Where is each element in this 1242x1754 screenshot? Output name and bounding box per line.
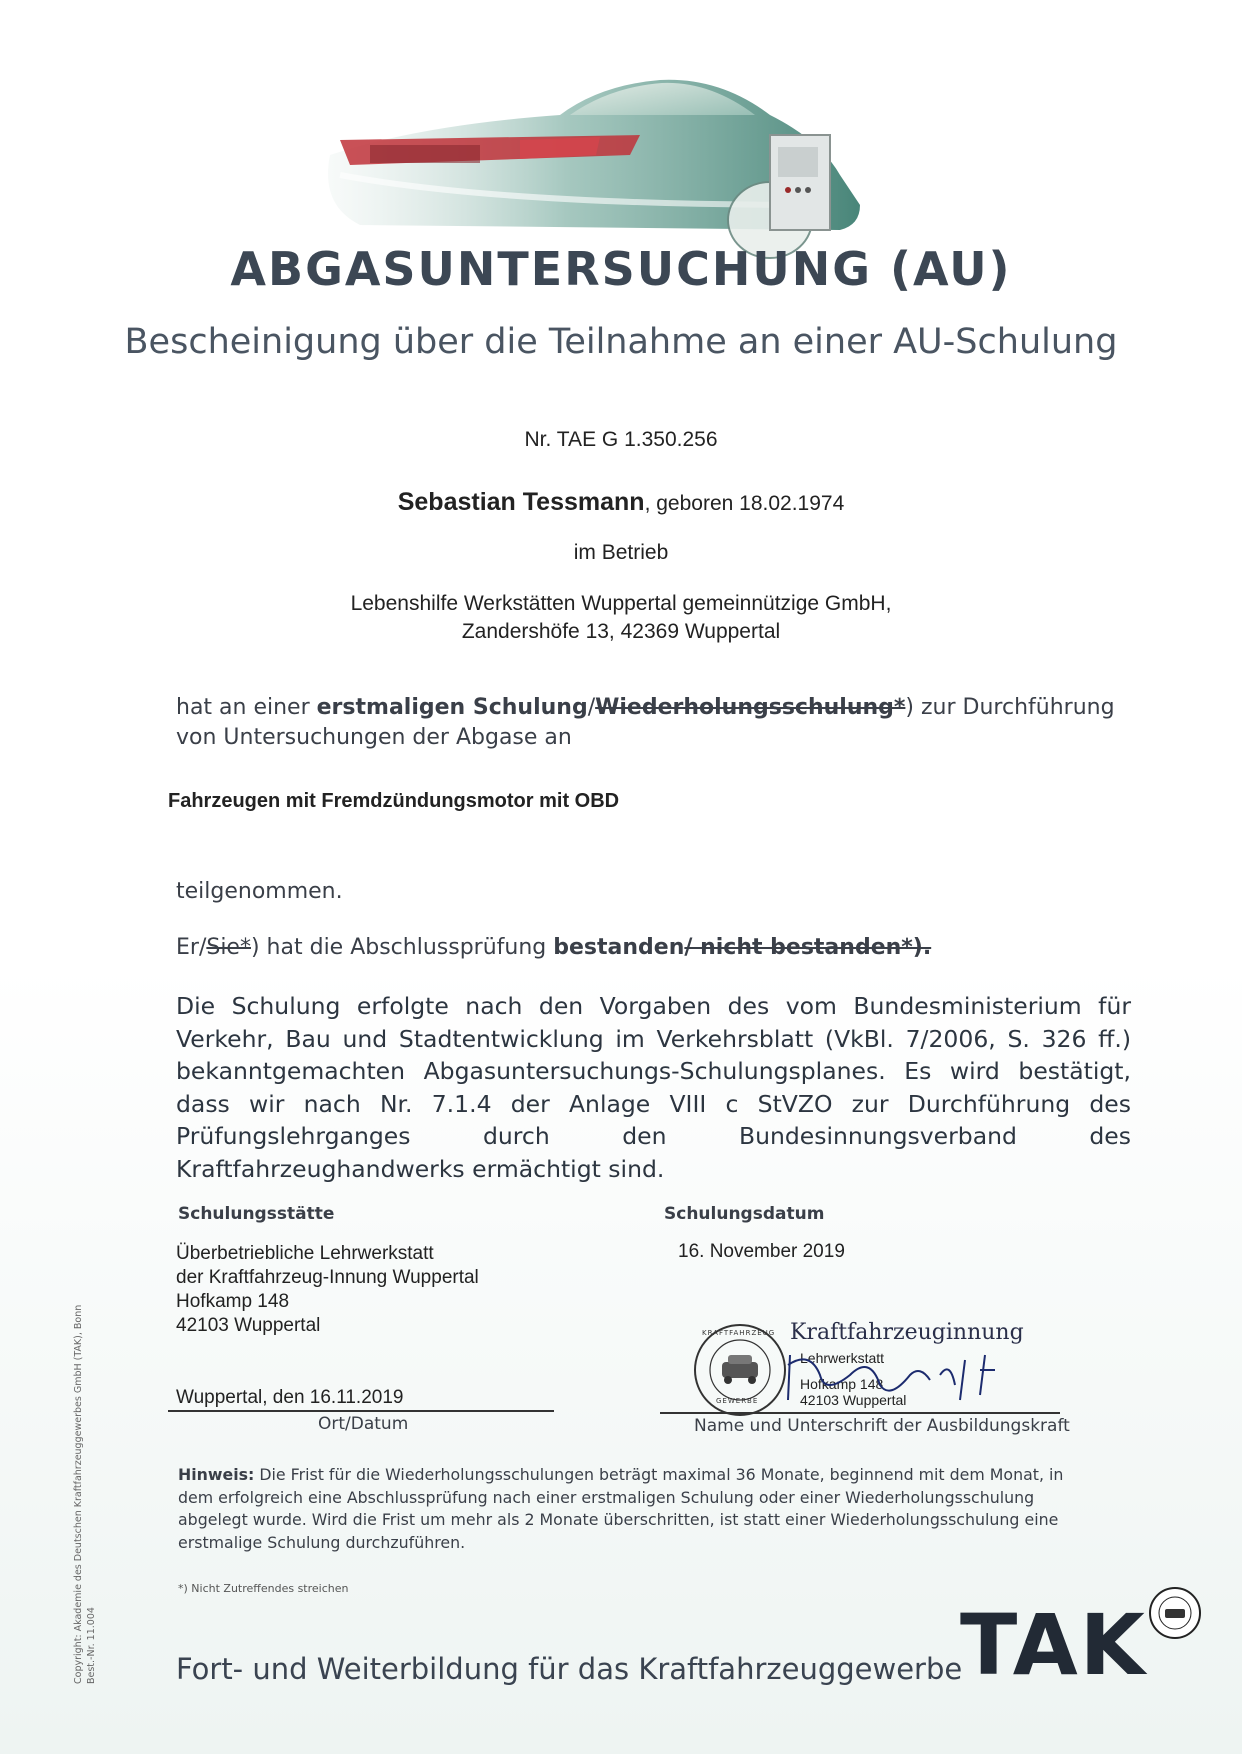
stamp-street: Hofkamp 148 (800, 1376, 884, 1392)
handwritten-signature (780, 1345, 1020, 1405)
exam-prefix: Er/ (176, 935, 207, 960)
site-line-1: Überbetriebliche Lehrwerkstatt (176, 1243, 434, 1264)
footnote: *) Nicht Zutreffendes streichen (178, 1582, 349, 1595)
company-address: Zandershöfe 13, 42369 Wuppertal (461, 620, 781, 643)
car-illustration (300, 55, 940, 265)
exam-line (176, 932, 931, 963)
tak-logo: TAK (960, 1596, 1147, 1694)
note-label: Hinweis: (178, 1465, 255, 1484)
training-site-label: Schulungsstätte (178, 1204, 335, 1224)
place-date-line (168, 1410, 554, 1412)
document-subtitle: Bescheinigung über die Teilnahme an einer AU-Schulung (124, 322, 1118, 362)
exam-mid: ) hat die Abschlussprüfung (250, 935, 554, 960)
statement-suffix: ) zur Durchführung (905, 695, 1115, 720)
certificate-number: Nr. TAE G 1.350.256 (524, 428, 718, 451)
site-line-3: Hofkamp 148 (176, 1291, 290, 1312)
stamp-guild-name: Kraftfahrzeuginnung (790, 1320, 1024, 1345)
place-date-caption: Ort/Datum (318, 1414, 409, 1434)
sie-struck: Sie* (206, 935, 251, 960)
copyright-line-1: Copyright: Akademie des Deutschen Kraftfahrzeuggewerbes GmbH (TAK), Bonn (73, 1304, 84, 1684)
site-line-2: der Kraftfahrzeug-Innung Wuppertal (176, 1267, 479, 1288)
training-site-address (176, 1242, 479, 1338)
birth-date: , geboren 18.02.1974 (644, 492, 845, 515)
training-date-value: 16. November 2019 (678, 1241, 845, 1262)
repeat-training-struck: Wiederholungsschulung* (595, 695, 906, 720)
stamp-city: 42103 Wuppertal (800, 1392, 907, 1408)
legal-paragraph: Die Schulung erfolgte nach den Vorgaben des vom Bundesministerium für Verkehr, Bau und Stadtentwicklung im Verkehrsblatt (VkBl. 7/2006, S. 326 ff.) bekanntgemachten Abgasuntersuchungs-Schulungsplanes. Es wird bestätigt, dass wir nach Nr. 7.1.4 der Anlage VIII c StVZO zur Durchführung des Prüfungslehrganges durch den Bundesinnungsverband des Kraftfahrzeughandwerks ermächtigt sind. (176, 992, 1131, 1183)
statement-line-1 (176, 692, 1115, 723)
site-line-4: 42103 Wuppertal (176, 1315, 321, 1336)
footer-tagline: Fort- und Weiterbildung für das Kraftfahrzeuggewerbe (176, 1652, 963, 1686)
seal-text-bottom: GEWERBE (716, 1397, 759, 1405)
training-date-label: Schulungsdatum (664, 1204, 825, 1224)
in-company-label: im Betrieb (573, 541, 669, 564)
company-name: Lebenshilfe Werkstätten Wuppertal gemeinnützige GmbH, (350, 592, 892, 615)
participant-line (0, 488, 1242, 517)
participated-text: teilgenommen. (176, 879, 343, 904)
seal-text-top: KRAFTFAHRZEUG (702, 1329, 776, 1337)
document-title: ABGASUNTERSUCHUNG (AU) (230, 242, 1012, 296)
tak-seal-icon (1148, 1586, 1202, 1640)
place-date-value: Wuppertal, den 16.11.2019 (176, 1387, 404, 1408)
exam-failed-struck: / nicht bestanden*). (684, 935, 932, 960)
note-text: Die Frist für die Wiederholungsschulungen beträgt maximal 36 Monate, beginnend mit dem Monat, in dem erfolgreich eine Abschlussprüfung nach einer erstmaligen Schulung oder einer Wiederholungsschulung abgelegt wurde. Wird die Frist um mehr als 2 Monate überschritten, ist statt einer Wiederholungsschulung eine erstmalige Schulung durchzuführen. (178, 1465, 1064, 1552)
statement-line-2: von Untersuchungen der Abgase an (176, 725, 572, 750)
exam-passed: bestanden (553, 935, 685, 960)
signature-line (660, 1412, 1060, 1414)
note-block (178, 1464, 1078, 1554)
participant-name: Sebastian Tessmann (397, 488, 645, 516)
signature-caption: Name und Unterschrift der Ausbildungskraft (694, 1416, 1070, 1436)
statement-prefix: hat an einer (176, 695, 317, 720)
first-training: erstmaligen Schulung (316, 695, 588, 720)
stamp-workshop: Lehrwerkstatt (800, 1350, 885, 1366)
vehicle-type: Fahrzeugen mit Fremdzündungsmotor mit OBD (168, 790, 620, 812)
copyright-vertical (72, 1264, 98, 1684)
slash: / (587, 695, 596, 720)
copyright-line-2: Best.-Nr. 11.004 (86, 1607, 97, 1684)
